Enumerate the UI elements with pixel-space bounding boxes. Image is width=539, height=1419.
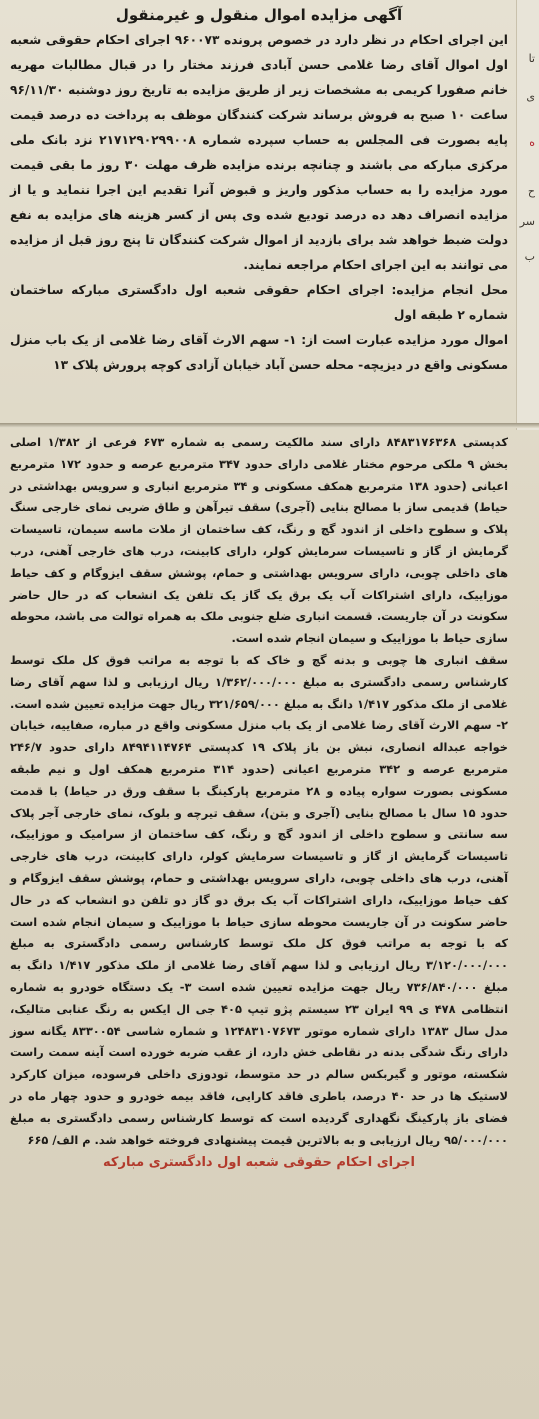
- notice-lower-section: [4, 432, 514, 1170]
- margin-glyph: سر: [519, 215, 535, 228]
- margin-glyph: ه: [529, 136, 535, 149]
- issuer-signature: اجرای احکام حقوقی شعبه اول دادگستری مبارکه: [103, 1155, 415, 1171]
- paper-fold-line: [0, 423, 539, 428]
- margin-glyph: تا: [528, 52, 535, 65]
- margin-glyph: ح: [527, 185, 535, 198]
- notice-upper-section: [4, 0, 514, 378]
- notice-title: آگهی مزایده اموال منقول و غیرمنقول: [115, 6, 403, 24]
- property-one-details-paragraph: کدپستی ۸۴۸۳۱۷۶۳۶۸ دارای سند مالکیت رسمی به شماره ۶۷۳ فرعی از ۱/۳۸۲ اصلی بخش ۹ ملکی مرحوم مختار غلامی دارای حدود ۳۴۷ مترمربع عرصه و حدود ۱۷۲ مترمربع اعیانی (حدود ۱۳۸ مترمربع همکف مسکونی و ۳۴ مترمربع انباری و سرویس بهداشتی در حیاط) قدیمی ساز با مصالح بنایی (آجری) سقف تیرآهن و طاق ضربی نمای خارجی سنگ پلاک و سطوح داخلی از اندود گچ و رنگ، کف ساختمان از ملات ماسه سیمان، تاسیسات گرمایش از گاز و تاسیسات سرمایش کولر، دارای کابینت، درب های خارجی آهنی، درب های داخلی چوبی، دارای سرویس بهداشتی و حمام، پوشش سقف ایزوگام و کف حیاط موزاییک، دارای اشتراکات آب یک برق یک گاز یک تلفن یک انشعاب که در حال حاضر سکونت در آن جاریست. قسمت انباری ضلع جنوبی ملک به همراه توالت می باشد، محوطه سازی حیاط با موزاییک و سیمان انجام شده است.: [10, 435, 509, 646]
- adjacent-column-fragment: [516, 0, 539, 430]
- property-two-and-vehicle-paragraph: سقف انباری ها چوبی و بدنه گچ و خاک که با توجه به مراتب فوق کل ملک توسط کارشناس رسمی دادگستری به مبلغ ۱/۳۶۲/۰۰۰/۰۰۰ ریال ارزیابی و لذا سهم آقای رضا غلامی از ملک مذکور ۱/۴۱۷ دانگ به مبلغ ۳۲۱/۶۵۹/۰۰۰ ریال جهت مزایده تعیین شده است. ۲- سهم الارث آقای رضا غلامی از یک باب منزل مسکونی واقع در مباره، صفاییه، خیابان خواجه عبداله انصاری، نبش بن باز پلاک ۱۹ کدپستی ۸۴۹۴۱۱۴۷۶۴ دارای حدود ۲۴۶/۷ مترمربع عرصه و ۳۴۲ مترمربع اعیانی (حدود ۳۱۴ مترمربع همکف اول و نیم طبقه مسکونی بصورت سواره پیاده و ۲۸ مترمربع پارکینگ با سقف ورق در حیاط) با قدمت حدود ۱۵ سال با مصالح بنایی (آجری و بتن)، سقف تیرچه و بلوک، نمای خارجی آجر پلاک سه سانتی و سطوح داخلی از اندود گچ و رنگ، کف ساختمان از سرامیک و موزاییک، تاسیسات گرمایش از گاز و تاسیسات سرمایش کولر، دارای کابینت، درب های خارجی آهنی، درب های داخلی چوبی، دارای سرویس بهداشتی و حمام، پوشش سقف ایزوگام و کف حیاط موزاییک، دارای اشتراکات آب یک برق دو گاز دو تلفن دو انشعاب که در حال حاضر سکونت در آن جاریست محوطه سازی حیاط با موزاییک و سیمان انجام شده است که با توجه به مراتب فوق کل ملک توسط کارشناس رسمی دادگستری به مبلغ ۳/۱۲۰/۰۰۰/۰۰۰ ریال ارزیابی و لذا سهم آقای رضا غلامی از ملک مذکور ۱/۴۱۷ دانگ به مبلغ ۷۳۶/۸۴۰/۰۰۰ ریال جهت مزایده تعیین شده است ۳- یک دستگاه خودرو به شماره انتظامی ۴۷۸ ی ۹۹ ایران ۲۳ سیستم پژو تیپ ۴۰۵ جی ال ایکس به رنگ عنابی متالیک، مدل سال ۱۳۸۳ دارای شماره موتور ۱۲۴۸۳۱۰۷۶۷۳ و شماره شاسی ۸۳۳۰۰۵۴ یگانه سوز دارای رنگ شدگی بدنه در نقاطی خش دارد، از عقب ضربه خورده است آینه سمت راست شکسته، موتور و گیربکس سالم در حد متوسط، تودوزی داخلی فرسوده، میزان کارکرد لاستیک ها در حد ۴۰ درصد، باطری فاقد کارایی، فاقد بیمه خودرو و حدود چهار ماه در فضای باز پارکینگ نگهداری گردیده است که توسط کارشناس رسمی دادگستری به مبلغ ۹۵/۰۰۰/۰۰۰ ریال ارزیابی و به بالاترین قیمت پیشنهادی فروخته خواهد شد. م الف/ ۶۶۵: [10, 652, 509, 1147]
- auction-location-paragraph: محل انجام مزایده: اجرای احکام حقوقی شعبه اول دادگستری مبارکه ساختمان شماره ۲ طبقه اول: [10, 283, 508, 322]
- margin-glyph: ب: [524, 250, 535, 263]
- notice-intro-paragraph: این اجرای احکام در نظر دارد در خصوص پرونده ۹۶۰۰۷۳ اجرای احکام حقوقی شعبه اول اموال آقای رضا غلامی حسن آبادی فرزند مختار را در قبال مطالبات مهریه خانم صفورا کریمی به مشخصات زیر از طریق مزایده به تاریخ روز دوشنبه ۹۶/۱۱/۳۰ ساعت ۱۰ صبح به فروش برساند شرکت کنندگان موظف به پرداخت ده درصد قیمت پایه بصورت فی المجلس به حساب سپرده شماره ۲۱۷۱۲۹۰۲۹۹۰۰۸ نزد بانک ملی مرکزی مبارکه می باشند و چنانچه برنده مزایده ظرف مهلت ۳۰ روز ما بقی قیمت مورد مزایده را به حساب مذکور واریز و قبوض آنرا تقدیم این اجرا ننماید و یا از مزایده انصراف دهد ده درصد تودیع شده وی پس از کسر هزینه های مزایده به نفع دولت ضبط خواهد شد برای بازدید از اموال شرکت کنندگان تا پنج روز قبل از مزایده می توانند به این اجرای احکام مراجعه نمایند.: [10, 33, 509, 272]
- margin-glyph: ی: [526, 90, 535, 103]
- auction-items-intro-paragraph: اموال مورد مزایده عبارت است از: ۱- سهم الارث آقای رضا غلامی از یک باب منزل مسکونی واقع در دیزیچه- محله حسن آباد خیابان آزادی کوچه پرورش پلاک ۱۳: [10, 333, 509, 372]
